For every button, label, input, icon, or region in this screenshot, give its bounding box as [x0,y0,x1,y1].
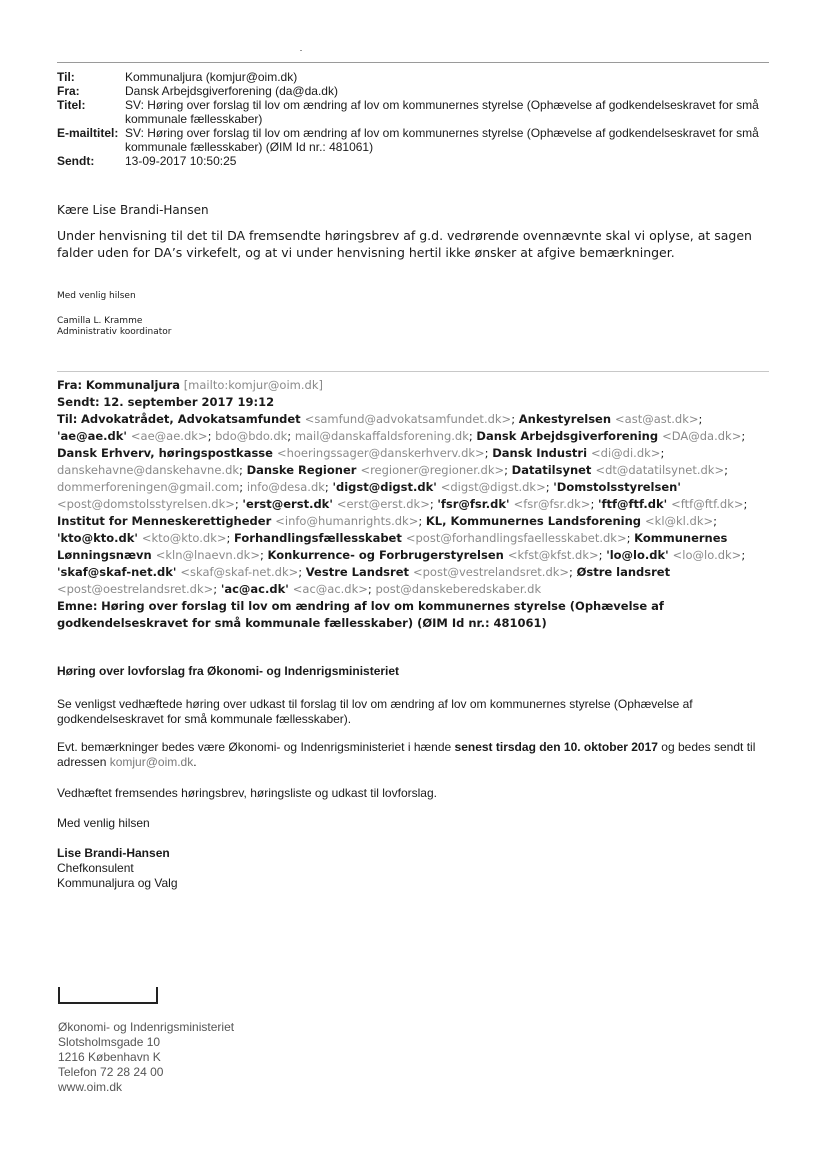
recipient-name: Konkurrence- og Forbrugerstyrelsen [267,548,508,562]
recipient [512,463,724,477]
recipient-mail[interactable]: <ftf@ftf.dk> [671,497,744,511]
recipient-mail[interactable]: <skaf@skaf-net.dk> [180,565,299,579]
recipient-mail[interactable]: danskehavne@danskehavne.dk [57,463,240,477]
recipient-name: 'erst@erst.dk' [242,497,337,511]
header-emailtitel-row [57,126,769,154]
fwd-til-line [57,411,769,598]
reply-sender-title: Administrativ koordinator [57,327,172,337]
recipient [375,582,541,596]
emailtitel-value: SV: Høring over forslag til lov om ændring af lov om kommunernes styrelse (Ophævelse af godkendelseskravet for små kommunale fællesskaber) (ØIM Id nr.: 481061) [125,126,759,154]
recipient-mail[interactable]: <digst@digst.dk> [440,480,546,494]
recipient [234,531,627,545]
recipient-mail[interactable]: mail@danskaffaldsforening.dk [294,429,469,443]
p2-deadline: senest tirsdag den 10. oktober 2017 [454,740,658,754]
recipient-mail[interactable]: <ast@ast.dk> [615,412,699,426]
fwd-emne-value: Høring over forslag til lov om ændring af lov om kommunernes styrelse (Ophævelse af godkendelseskravet for små kommunale fællesskaber) (ØIM Id nr.: 481061) [57,599,664,630]
letter-paragraph-2 [57,740,769,770]
recipient [606,548,741,562]
emailtitel-label: E-mailtitel: [57,126,119,140]
recipient [221,582,368,596]
recipient [57,531,226,545]
fwd-fra-label: Fra: [57,378,83,392]
recipient-name: 'skaf@skaf-net.dk' [57,565,181,579]
recipient [247,463,505,477]
recipient [57,514,418,528]
fwd-fra-name: Kommunaljura [85,378,181,392]
p2-mid: og bedes sendt til adressen [57,740,756,769]
recipient [81,412,511,426]
recipient [492,446,660,460]
recipient-name: 'digst@digst.dk' [332,480,441,494]
recipient [268,548,599,562]
fwd-sendt-value: 12. september 2017 19:12 [103,395,275,409]
recipient-name: 'fsr@fsr.dk' [437,497,514,511]
reply-greeting: Kære Lise Brandi-Hansen [57,203,209,217]
header-sendt-row [57,154,769,168]
recipient [57,463,239,477]
fra-label: Fra: [57,84,80,98]
recipient [437,497,590,511]
recipient-mail[interactable]: info@desa.dk [246,480,325,494]
recipient-name: Dansk Arbejdsgiverforening [476,429,663,443]
reply-closing: Med venlig hilsen [57,291,136,301]
forwarded-header [57,377,769,632]
recipient-mail[interactable]: <di@di.dk> [591,446,661,460]
fwd-fra-line [57,377,769,394]
recipient [57,446,485,460]
recipient-name: 'Domstolsstyrelsen' [553,480,681,494]
reply-paragraph: Under henvisning til det til DA fremsendte høringsbrev af g.d. vedrørende ovennævnte skal vi oplyse, at sagen falder uden for DA’s virkefelt, og at vi under henvisning hertil ikke ønsker at afgive bemærkninger. [57,228,752,260]
address-line-2: Slotsholmsgade 10 [58,1035,161,1049]
fwd-fra-mail[interactable]: [mailto:komjur@oim.dk] [183,378,323,392]
letter-paragraph-1: Se venligst vedhæftede høring over udkast til forslag til lov om ændring af lov om kommunernes styrelse (Ophævelse af godkendelseskravet for små kommunale fællesskaber). [57,697,693,726]
letter-signature-name: Lise Brandi-Hansen [57,846,170,860]
p2-end: . [193,755,197,769]
titel-value: SV: Høring over forslag til lov om ændring af lov om kommunernes styrelse (Ophævelse af godkendelseskravet for små kommunale fællesskaber) [125,98,759,126]
fwd-emne-line [57,598,769,632]
recipient-name: 'ftf@ftf.dk' [597,497,672,511]
recipient-mail[interactable]: post@danskeberedskaber.dk [375,582,542,596]
recipient-mail[interactable]: <kfst@kfst.dk> [507,548,599,562]
recipient-name: Østre landsret [576,565,671,579]
p2-mail-link[interactable]: komjur@oim.dk [109,755,194,769]
recipient-mail[interactable]: <fsr@fsr.dk> [513,497,591,511]
top-divider [57,62,769,63]
recipient-mail[interactable]: <DA@da.dk> [662,429,742,443]
recipient [598,497,744,511]
recipient-mail[interactable]: <regioner@regioner.dk> [360,463,505,477]
recipient [332,480,545,494]
recipient-name: 'ae@ae.dk' [57,429,131,443]
recipient-mail[interactable]: <post@forhandlingsfaellesskabet.dk> [405,531,627,545]
recipient-name: 'ac@ac.dk' [220,582,293,596]
address-line-5[interactable]: www.oim.dk [58,1080,123,1094]
recipient-name: Vestre Landsret [305,565,413,579]
recipient-name: Dansk Industri [492,446,592,460]
recipient-name: Ankestyrelsen [518,412,616,426]
header-titel-row [57,98,769,126]
recipient-mail[interactable]: <hoeringssager@danskerhverv.dk> [276,446,485,460]
recipient-mail[interactable]: <kln@lnaevn.dk> [155,548,260,562]
recipient-mail[interactable]: <dt@datatilsynet.dk> [595,463,725,477]
letter-signature-title: Chefkonsulent [57,861,134,875]
header-til-row [57,70,769,84]
recipient-name: Forhandlingsfællesskabet [234,531,406,545]
ministry-address [58,1020,234,1095]
recipient [57,565,298,579]
recipient [57,429,208,443]
til-label: Til: [57,70,75,84]
recipient-mail[interactable]: <erst@erst.dk> [336,497,430,511]
recipient-mail[interactable]: <lo@lo.dk> [672,548,742,562]
recipient-mail[interactable]: <post@domstolsstyrelsen.dk> [57,497,235,511]
recipient [426,514,713,528]
recipient-name: 'lo@lo.dk' [606,548,673,562]
recipient-name: Advokatrådet, Advokatsamfundet [80,412,305,426]
recipient-name: Danske Regioner [246,463,361,477]
forward-divider [57,371,769,372]
sendt-label: Sendt: [57,154,95,168]
recipient-mail[interactable]: dommerforeningen@gmail.com [57,480,240,494]
sendt-value: 13-09-2017 10:50:25 [125,154,237,168]
recipient-mail[interactable]: <post@oestrelandsret.dk> [57,582,214,596]
letter-heading: Høring over lovforslag fra Økonomi- og Indenrigsministeriet [57,664,400,678]
recipient-mail[interactable]: <info@humanrights.dk> [275,514,419,528]
recipient-name: 'kto@kto.dk' [57,531,142,545]
letter-signature-dept: Kommunaljura og Valg [57,876,178,890]
fra-value: Dansk Arbejdsgiverforening (da@da.dk) [125,84,338,98]
til-value: Kommunaljura (komjur@oim.dk) [125,70,298,84]
scan-speck [300,50,302,51]
letter-closing: Med venlig hilsen [57,816,150,830]
recipient-name: Institut for Menneskerettigheder [57,514,276,528]
recipient-mail[interactable]: <samfund@advokatsamfundet.dk> [304,412,512,426]
p2-start: Evt. bemærkninger bedes være Økonomi- og Indenrigsministeriet i hænde [57,740,455,754]
recipient [306,565,569,579]
recipient-mail[interactable]: <ae@ae.dk> [130,429,208,443]
recipient-mail[interactable]: <ac@ac.dk> [292,582,368,596]
reply-sender-name: Camilla L. Kramme [57,316,143,326]
email-header [57,70,769,168]
recipient [295,429,469,443]
recipient-name: Dansk Erhverv, høringspostkasse [57,446,277,460]
titel-label: Titel: [57,98,86,112]
recipient-name: Datatilsynet [511,463,596,477]
recipient-mail[interactable]: <kto@kto.dk> [141,531,227,545]
address-line-4: Telefon 72 28 24 00 [58,1065,164,1079]
logo-bracket [58,987,158,1004]
header-fra-row [57,84,769,98]
recipient-name: Kommunernes Lønningsnævn [57,531,728,562]
fwd-emne-label: Emne: [57,599,98,613]
recipient-name: KL, Kommunernes Landsforening [425,514,646,528]
fwd-til-label: Til: [57,412,78,426]
recipient [215,429,287,443]
fwd-sendt-line [57,394,769,411]
fwd-sendt-label: Sendt: [57,395,100,409]
recipient-list: Advokatrådet, Advokatsamfundet <samfund@advokatsamfundet.dk>; Ankestyrelsen <ast@ast.dk>; 'ae@ae.dk' <ae@ae.dk>; bdo@bdo.dk; mail@danskaffaldsforening.dk; Dansk Arbejdsgiverforening <DA@da.dk>; Dansk Erhverv, høringspostkasse <hoeringssager@danskerhverv.dk>; Dansk Industri <di@di.dk>; danskehavne@danskehavne.dk; Danske Regioner <regioner@regioner.dk>; Datatilsynet <dt@datatilsynet.dk>; dommerforeningen@gmail.com; info@desa.dk; 'digst@digst.dk' <digst@digst.dk>; 'Domstolsstyrelsen' <post@domstolsstyrelsen.dk>; 'erst@erst.dk' <erst@erst.dk>; 'fsr@fsr.dk' <fsr@fsr.dk>; 'ftf@ftf.dk' <ftf@ftf.dk>; Institut for Menneskerettigheder <info@humanrights.dk>; KL, Kommunernes Landsforening <kl@kl.dk>; 'kto@kto.dk' <kto@kto.dk>; Forhandlingsfællesskabet <post@forhandlingsfaellesskabet.dk>; Kommunernes Lønningsnævn <kln@lnaevn.dk>; Konkurrence- og Forbrugerstyrelsen <kfst@kfst.dk>; 'lo@lo.dk' <lo@lo.dk>; 'skaf@skaf-net.dk' <skaf@skaf-net.dk>; Vestre Landsret <post@vestrelandsret.dk>; Østre landsret <post@oestrelandsret.dk>; 'ac@ac.dk' <ac@ac.dk>; post@danskeberedskaber.dk [57,412,748,596]
recipient-mail[interactable]: bdo@bdo.dk [215,429,288,443]
recipient [476,429,741,443]
recipient [57,480,239,494]
recipient-mail[interactable]: <kl@kl.dk> [645,514,714,528]
letter-paragraph-3: Vedhæftet fremsendes høringsbrev, høringsliste og udkast til lovforslag. [57,786,437,800]
address-line-1: Økonomi- og Indenrigsministeriet [58,1020,235,1034]
recipient [247,480,325,494]
address-line-3: 1216 København K [58,1050,161,1064]
recipient [242,497,429,511]
recipient [519,412,699,426]
recipient-mail[interactable]: <post@vestrelandsret.dk> [413,565,570,579]
